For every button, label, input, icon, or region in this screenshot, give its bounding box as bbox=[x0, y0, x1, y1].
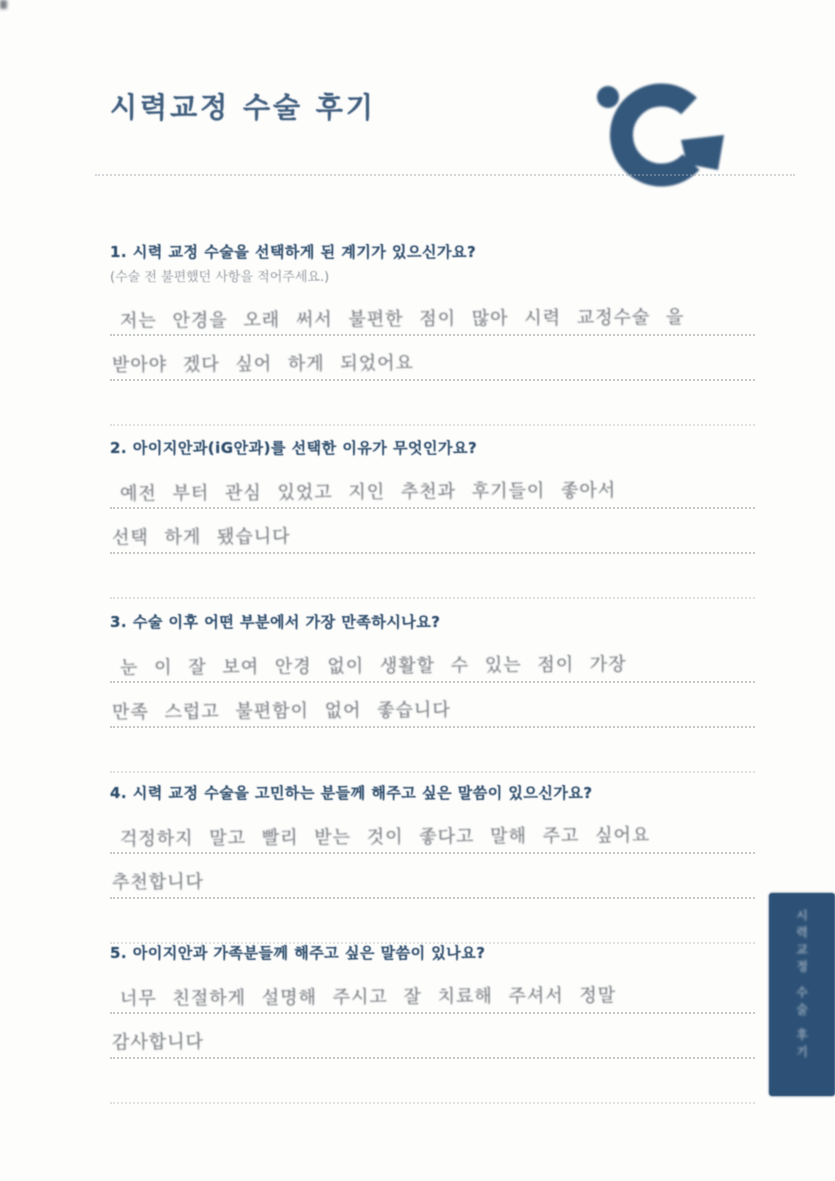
handwritten-answer-line: 선택 하게 됐습니다 bbox=[111, 526, 291, 549]
answer-rule-line-empty bbox=[110, 381, 755, 426]
answer-rule-line bbox=[110, 809, 755, 854]
side-banner-text: 시력교정 수술 후기 bbox=[794, 909, 809, 1063]
answer-rule-line-empty bbox=[110, 899, 755, 944]
question-label: 2. 아이지안과(iG안과)를 선택한 이유가 무엇인가요? bbox=[110, 439, 478, 457]
answer-area bbox=[110, 969, 755, 1104]
side-banner bbox=[769, 893, 835, 1096]
handwritten-answer-line: 눈 이 잘 보여 안경 없이 생활할 수 있는 점이 가장 bbox=[119, 654, 627, 679]
handwritten-answer-line: 추천합니다 bbox=[111, 871, 205, 894]
dotted-divider bbox=[95, 174, 795, 176]
question-label: 1. 시력 교정 수술을 선택하게 된 계기가 있으신가요? bbox=[110, 243, 477, 261]
handwritten-answer-line: 저는 안경을 오래 써서 불편한 점이 많아 시력 교정수술 을 bbox=[119, 307, 685, 332]
answer-rule-line bbox=[110, 464, 755, 509]
answer-area bbox=[110, 464, 755, 599]
answer-rule-line bbox=[110, 638, 755, 683]
answer-area bbox=[110, 638, 755, 773]
handwritten-answer-line: 걱정하지 말고 빨리 받는 것이 좋다고 말해 주고 싶어요 bbox=[119, 825, 651, 850]
question-label: 5. 아이지안과 가족분들께 해주고 싶은 말씀이 있나요? bbox=[110, 944, 486, 962]
handwritten-answer-line: 감사합니다 bbox=[111, 1031, 205, 1054]
answer-rule-line bbox=[110, 336, 755, 381]
answer-rule-line bbox=[110, 854, 755, 899]
answer-rule-line bbox=[110, 969, 755, 1014]
answer-rule-line-empty bbox=[110, 728, 755, 773]
question-sublabel: (수술 전 불편했던 사항을 적어주세요.) bbox=[110, 270, 330, 285]
answer-rule-line bbox=[110, 291, 755, 336]
question-section-4 bbox=[110, 782, 755, 944]
question-label: 3. 수술 이후 어떤 부분에서 가장 만족하시나요? bbox=[110, 613, 441, 631]
question-label: 4. 시력 교정 수술을 고민하는 분들께 해주고 싶은 말씀이 있으신가요? bbox=[110, 784, 593, 802]
question-section-2 bbox=[110, 437, 755, 599]
page-title: 시력교정 수술 후기 bbox=[110, 91, 376, 124]
handwritten-answer-line: 받아야 겠다 싶어 하게 되었어요 bbox=[111, 352, 415, 377]
question-section-1 bbox=[110, 241, 755, 426]
answer-rule-line-empty bbox=[110, 554, 755, 599]
answer-rule-line-empty bbox=[110, 1059, 755, 1104]
handwritten-answer-line: 예전 부터 관심 있었고 지인 추천과 후기들이 좋아서 bbox=[119, 480, 617, 505]
handwritten-answer-line: 너무 친절하게 설명해 주시고 잘 치료해 주셔서 정말 bbox=[119, 985, 617, 1010]
answer-area bbox=[110, 809, 755, 944]
question-section-3 bbox=[110, 611, 755, 773]
answer-rule-line bbox=[110, 683, 755, 728]
question-section-5 bbox=[110, 942, 755, 1104]
handwritten-answer-line: 만족 스럽고 불편함이 없어 좋습니다 bbox=[111, 699, 451, 724]
scan-corner-artifact bbox=[0, 0, 7, 9]
answer-rule-line bbox=[110, 509, 755, 554]
answer-rule-line bbox=[110, 1014, 755, 1059]
answer-area bbox=[110, 291, 755, 426]
